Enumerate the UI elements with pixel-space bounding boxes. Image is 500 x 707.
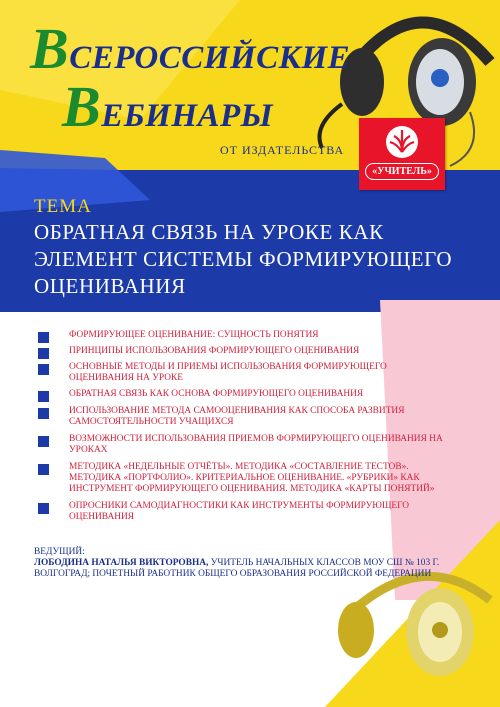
topic-item: [38, 462, 448, 495]
square-bullet-icon: [38, 364, 49, 375]
square-bullet-icon: [38, 408, 49, 419]
host-description: УЧИТЕЛЬ НАЧАЛЬНЫХ КЛАССОВ МОУ СШ № 103 Г. ВОЛГОГРАД; ПОЧЕТНЫЙ РАБОТНИК ОБЩЕГО ОБРАЗОВАНИЯ РОССИЙСКОЙ ФЕДЕРАЦИИ: [34, 558, 440, 579]
topic-text: ИСПОЛЬЗОВАНИЕ МЕТОДА САМООЦЕНИВАНИЯ КАК СПОСОБА РАЗВИТИЯ САМОСТОЯТЕЛЬНОСТИ УЧАЩИХСЯ: [69, 406, 405, 427]
series-title-line2: [62, 74, 274, 139]
square-bullet-icon: [38, 348, 49, 359]
topic-text: ФОРМИРУЮЩЕЕ ОЦЕНИВАНИЕ: СУЩНОСТЬ ПОНЯТИЯ: [69, 330, 319, 340]
host-name: ЛОБОДИНА НАТАЛЬЯ ВИКТОРОВНА,: [34, 558, 209, 568]
topics-list: [38, 330, 448, 523]
publisher-logo: [359, 118, 445, 190]
square-bullet-icon: [38, 391, 49, 402]
topic-item: [38, 406, 448, 428]
square-bullet-icon: [38, 436, 49, 447]
host-label: ВЕДУЩИЙ:: [34, 547, 85, 557]
topic-item: [38, 330, 448, 341]
topic-text: ОСНОВНЫЕ МЕТОДЫ И ПРИЕМЫ ИСПОЛЬЗОВАНИЯ ФОРМИРУЮЩЕГО ОЦЕНИВАНИЯ НА УРОКЕ: [69, 362, 387, 383]
publisher-logo-name: «УЧИТЕЛЬ»: [365, 163, 439, 180]
series-title-rest-1: СЕРОССИЙСКИЕ: [69, 40, 351, 76]
topic-text: МЕТОДИКА «НЕДЕЛЬНЫЕ ОТЧЁТЫ». МЕТОДИКА «СОСТАВЛЕНИЕ ТЕСТОВ». МЕТОДИКА «ПОРТФОЛИО». КРИТЕРИАЛЬНОЕ ОЦЕНИВАНИЕ. «РУБРИКИ» КАК ИНСТРУМЕНТ ФОРМИРУЮЩЕГО ОЦЕНИВАНИЯ. МЕТОДИКА «КАРТЫ ПОНЯТИЙ»: [69, 462, 435, 494]
book-flame-icon: [359, 120, 445, 164]
topic-text: ВОЗМОЖНОСТИ ИСПОЛЬЗОВАНИЯ ПРИЕМОВ ФОРМИРУЮЩЕГО ОЦЕНИВАНИЯ НА УРОКАХ: [69, 434, 443, 455]
topic-item: [38, 346, 448, 357]
series-title-line1: [30, 16, 351, 81]
series-title-initial-2: В: [62, 74, 102, 139]
square-bullet-icon: [38, 332, 49, 343]
publisher-prefix: ОТ ИЗДАТЕЛЬСТВА: [220, 143, 345, 157]
series-title-rest-2: ЕБИНАРЫ: [101, 98, 274, 134]
topic-item: [38, 434, 448, 456]
square-bullet-icon: [38, 503, 49, 514]
square-bullet-icon: [38, 464, 49, 475]
topic-item: [38, 501, 448, 523]
topic-item: [38, 389, 448, 400]
series-title-initial-1: В: [30, 16, 70, 81]
host-block: [34, 547, 474, 580]
host-info: [34, 558, 474, 580]
topic-text: ОБРАТНАЯ СВЯЗЬ КАК ОСНОВА ФОРМИРУЮЩЕГО ОЦЕНИВАНИЯ: [69, 389, 364, 399]
topic-text: ОПРОСНИКИ САМОДИАГНОСТИКИ КАК ИНСТРУМЕНТЫ ФОРМИРУЮЩЕГО ОЦЕНИВАНИЯ: [69, 501, 410, 522]
topic-text: ПРИНЦИПЫ ИСПОЛЬЗОВАНИЯ ФОРМИРУЮЩЕГО ОЦЕНИВАНИЯ: [69, 346, 360, 356]
topic-item: [38, 362, 448, 384]
theme-title: ОБРАТНАЯ СВЯЗЬ НА УРОКЕ КАК ЭЛЕМЕНТ СИСТЕМЫ ФОРМИРУЮЩЕГО ОЦЕНИВАНИЯ: [34, 220, 453, 298]
theme-label: ТЕМА: [34, 196, 92, 217]
